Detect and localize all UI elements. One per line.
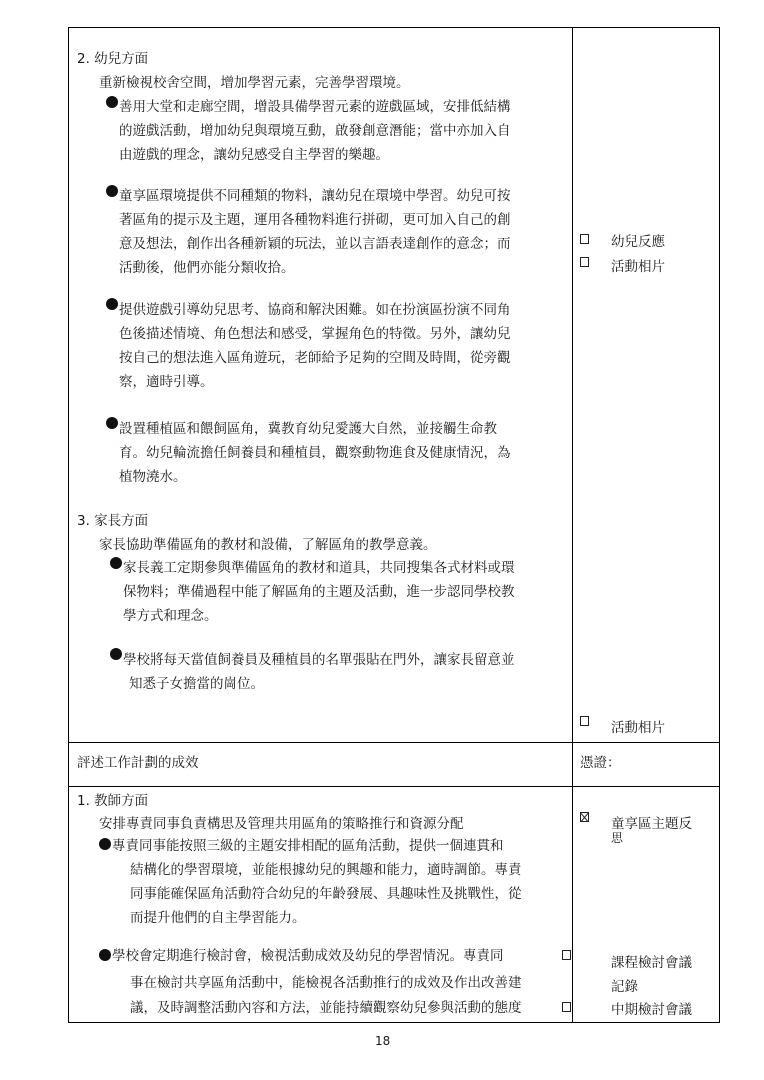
parents-bullet-2-line-1: 學校將每天當值飼養員及種植員的名單張貼在門外，讓家長留意並 (123, 652, 515, 668)
children-bullet-4-line-2: 育。幼兒輪流擔任飼養員和種植員，觀察動物進食及健康情況，為 (119, 445, 511, 461)
parents-bullet-1-line-1: 家長義工定期參與準備區角的教材和道具，共同搜集各式材料或環 (123, 560, 515, 576)
evidence-curriculum-meeting: 課程檢討會議 (611, 955, 692, 971)
bullet-icon (106, 185, 118, 197)
children-heading: 2. 幼兒方面 (77, 51, 149, 67)
section-title: 評述工作計劃的成效 (77, 755, 199, 771)
teachers-bullet-1-line-4: 而提升他們的自主學習能力。 (130, 910, 306, 926)
bullet-icon (99, 949, 111, 961)
evidence-child-response: 幼兒反應 (611, 234, 665, 250)
evidence-theme-reflection-line-2: 思 (611, 831, 624, 845)
teachers-subheading: 安排專責同事負責構思及管理共用區角的策略推行和資源分配 (99, 816, 464, 832)
parents-bullet-2-line-2: 知悉子女擔當的崗位。 (129, 676, 264, 692)
checkbox-icon (562, 950, 571, 960)
children-bullet-3-line-3: 按自己的想法進入區角遊玩，老師給予足夠的空間及時間，從旁觀 (119, 350, 511, 366)
parents-bullet-1-line-3: 學方式和理念。 (123, 608, 218, 624)
children-bullet-1-line-3: 由遊戲的理念，讓幼兒感受自主學習的樂趣。 (119, 147, 389, 163)
parents-subheading: 家長協助準備區角的教材和設備，了解區角的教學意義。 (99, 537, 437, 553)
bullet-icon (106, 96, 118, 108)
evidence-theme-reflection-line-1: 童享區主題反 (611, 816, 692, 832)
children-bullet-2-line-2: 著區角的提示及主題，運用各種物料進行拼砌，更可加入自己的創 (119, 212, 511, 228)
children-bullet-4-line-3: 植物澆水。 (119, 469, 187, 485)
children-bullet-3-line-2: 色後描述情境、角色想法和感受，掌握角色的特徵。另外，讓幼兒 (119, 326, 511, 342)
parents-heading: 3. 家長方面 (77, 513, 149, 529)
bullet-icon (110, 648, 122, 660)
checkbox-icon (562, 1002, 571, 1012)
children-bullet-2-line-3: 意及想法，創作出各種新穎的玩法，並以言語表達創作的意念；而 (119, 236, 511, 252)
children-bullet-3-line-1: 提供遊戲引導幼兒思考、協商和解決困難。如在扮演區扮演不同角 (119, 302, 511, 318)
children-subheading: 重新檢視校舍空間，增加學習元素，完善學習環境。 (99, 75, 410, 91)
bullet-icon (106, 417, 118, 429)
bullet-icon (99, 838, 111, 850)
table-row-divider-1 (68, 742, 720, 743)
checkbox-icon (580, 257, 589, 267)
children-bullet-2-line-1: 童享區環境提供不同種類的物料，讓幼兒在環境中學習。幼兒可按 (119, 188, 511, 204)
children-bullet-3-line-4: 察，適時引導。 (119, 374, 214, 390)
evidence-photos-2: 活動相片 (611, 720, 665, 736)
table-border-bottom (68, 1022, 720, 1023)
teachers-bullet-2-line-1: 學校會定期進行檢討會，檢視活動成效及幼兒的學習情況。專責同 (112, 948, 504, 964)
evidence-midterm-meeting: 中期檢討會議 (611, 1002, 692, 1018)
bullet-icon (110, 557, 122, 569)
teachers-bullet-2-line-2: 事在檢討共享區角活動中，能檢視各活動推行的成效及作出改善建 (130, 975, 522, 991)
page-number: 18 (375, 1034, 391, 1048)
teachers-bullet-1-line-1: 專責同事能按照三級的主題安排相配的區角活動，提供一個連貫和 (112, 838, 504, 854)
parents-bullet-1-line-2: 保物料；準備過程中能了解區角的主題及活動，進一步認同學校教 (123, 584, 515, 600)
checked-box-icon (580, 812, 589, 822)
evidence-photos: 活動相片 (611, 259, 665, 275)
teachers-bullet-1-line-3: 同事能確保區角活動符合幼兒的年齡發展、具趣味性及挑戰性，從 (130, 886, 522, 902)
children-bullet-1-line-1: 善用大堂和走廊空間，增設具備學習元素的遊戲區域，安排低結構 (119, 99, 511, 115)
teachers-bullet-1-line-2: 結構化的學習環境，並能根據幼兒的興趣和能力，適時調節。專責 (130, 862, 522, 878)
table-border-left (68, 27, 69, 1023)
evidence-header: 憑證： (580, 755, 621, 771)
children-bullet-4-line-1: 設置種植區和餵飼區角，冀教育幼兒愛護大自然，並接觸生命教 (119, 421, 497, 437)
table-column-divider (572, 27, 573, 1023)
table-row-divider-2 (68, 786, 720, 787)
evidence-record: 記錄 (611, 979, 638, 995)
teachers-bullet-2-line-3: 議，及時調整活動內容和方法，並能持續觀察幼兒參與活動的態度 (130, 1000, 522, 1016)
table-border-top (68, 27, 720, 28)
children-bullet-1-line-2: 的遊戲活動，增加幼兒與環境互動，啟發創意潛能；當中亦加入自 (119, 123, 511, 139)
checkbox-icon (580, 716, 589, 726)
bullet-icon (106, 298, 118, 310)
teachers-heading: 1. 教師方面 (77, 793, 149, 809)
children-bullet-2-line-4: 活動後，他們亦能分類收拾。 (119, 260, 295, 276)
table-border-right (719, 27, 720, 1023)
checkbox-icon (580, 234, 589, 244)
